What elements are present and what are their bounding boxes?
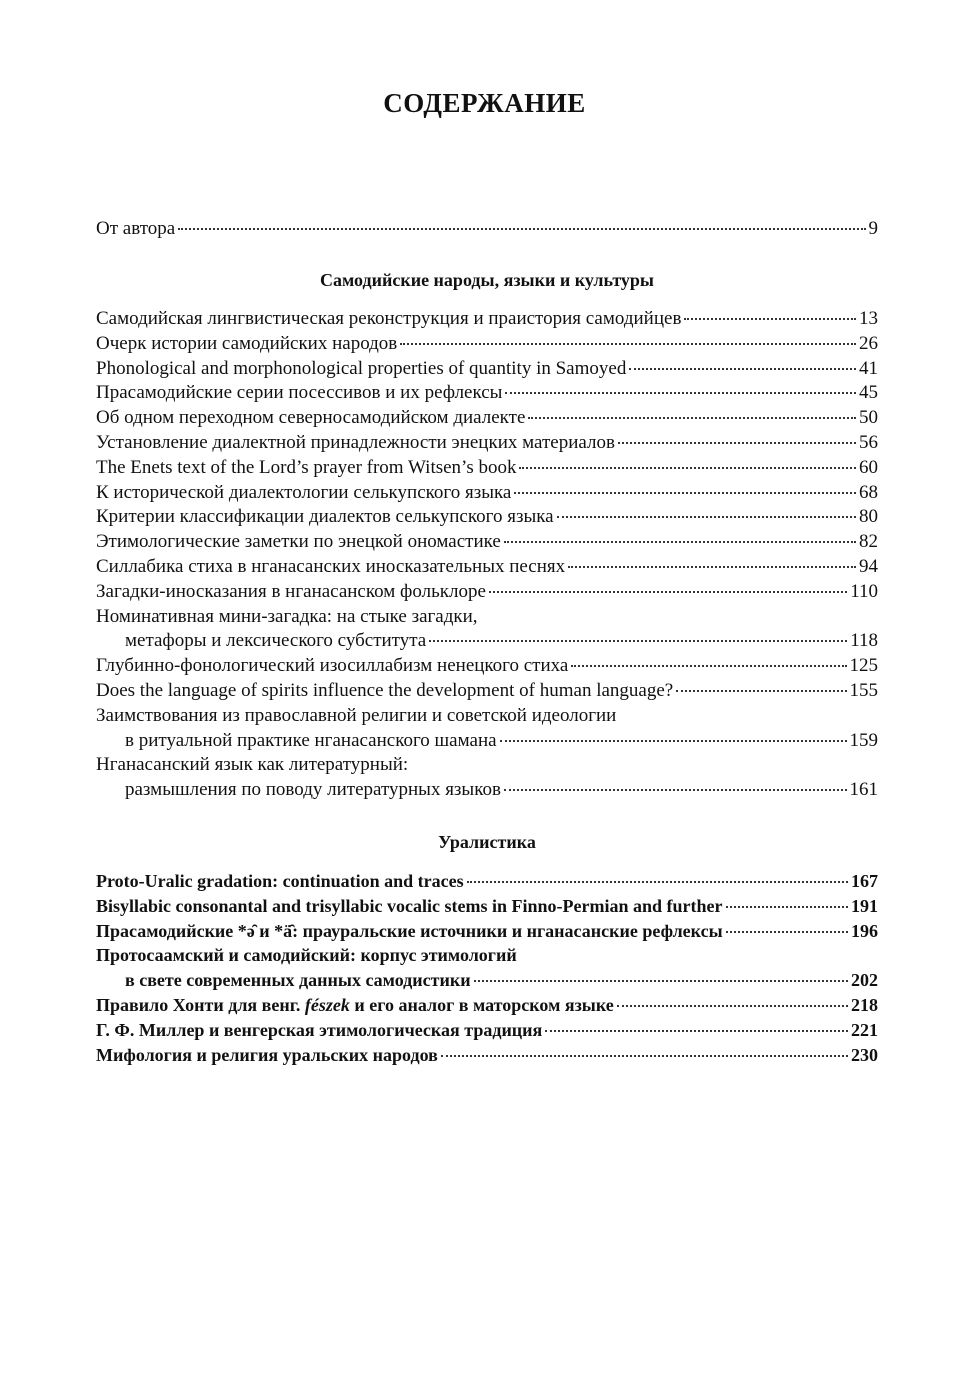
leader-dots	[504, 541, 856, 543]
toc-entry-text: Загадки-иносказания в нганасанском фольклоре	[96, 580, 486, 602]
leader-dots	[557, 516, 856, 518]
leader-dots	[504, 789, 847, 791]
leader-dots	[519, 467, 856, 469]
toc-entry[interactable]	[96, 943, 878, 993]
toc-entry-text: К исторической диалектологии селькупского языка	[96, 481, 512, 503]
leader-dots	[571, 665, 846, 667]
toc-entry-text: Силлабика стиха в нганасанских иносказательных песнях	[96, 555, 566, 577]
toc-entry-text-line1: Заимствования из православной религии и советской идеологии	[96, 704, 617, 726]
toc-entry[interactable]	[96, 679, 878, 704]
toc-entry-text-compound	[96, 993, 614, 1018]
leader-dots	[514, 492, 856, 494]
toc-entry-text: Does the language of spirits influence the development of human language?	[96, 679, 674, 701]
toc-entry[interactable]	[96, 357, 878, 382]
toc-list-uralistics	[96, 869, 878, 1067]
toc-entry-text: Г. Ф. Миллер и венгерская этимологическая традиция	[96, 1019, 543, 1040]
toc-entry-page: 118	[850, 630, 878, 652]
toc-entry-page: 9	[868, 218, 878, 239]
toc-entry-text: Мифология и религия уральских народов	[96, 1044, 438, 1065]
toc-entry-text: Очерк истории самодийских народов	[96, 332, 398, 354]
leader-dots	[545, 1030, 848, 1032]
toc-entry-page: 50	[859, 407, 878, 429]
toc-entry[interactable]	[96, 654, 878, 679]
toc-entry[interactable]	[96, 381, 878, 406]
toc-entry-text: Глубинно-фонологический изосиллабизм ненецкого стиха	[96, 655, 569, 677]
leader-dots	[178, 228, 865, 230]
toc-entry-page: 167	[851, 871, 878, 891]
leader-dots	[726, 906, 848, 908]
leader-dots	[467, 881, 848, 883]
toc-entry-text: Этимологические заметки по энецкой ономастике	[96, 531, 501, 553]
toc-entry[interactable]	[96, 580, 878, 605]
toc-entry[interactable]	[96, 505, 878, 530]
toc-entry-page: 155	[849, 679, 878, 701]
leader-dots	[429, 640, 847, 642]
toc-entry-text: Bisyllabic consonantal and trisyllabic vocalic stems in Finno-Permian and further	[96, 895, 723, 916]
toc-entry-page: 82	[859, 531, 878, 553]
toc-entry-text: в ритуальной практике нганасанского шамана	[125, 729, 497, 751]
leader-dots	[489, 591, 847, 593]
toc-entry-text: Самодийская лингвистическая реконструкция и праистория самодийцев	[96, 308, 682, 329]
toc-entry-text: Phonological and morphonological properties of quantity in Samoyed	[96, 357, 627, 379]
toc-entry[interactable]	[96, 753, 878, 803]
toc-entry-text: Об одном переходном северносамодийском диалекте	[96, 407, 526, 429]
toc-entry-page: 161	[849, 779, 878, 801]
leader-dots	[676, 690, 846, 692]
toc-entry-text: Прасамодийские серии посессивов и их рефлексы	[96, 382, 503, 404]
toc-entry[interactable]	[96, 530, 878, 555]
toc-entry-text-line1: Протосаамский и самодийский: корпус этимологий	[96, 945, 517, 966]
toc-entry-page: 218	[851, 994, 878, 1015]
toc-entry[interactable]	[96, 919, 878, 944]
section-title-samoyed: Самодийские народы, языки и культуры	[319, 270, 654, 290]
toc-entry[interactable]	[96, 1043, 878, 1068]
toc-entry[interactable]	[96, 869, 878, 894]
toc-entry-text: Установление диалектной принадлежности энецких материалов	[96, 431, 615, 453]
toc-entry[interactable]	[96, 605, 878, 655]
toc-entry-page: 230	[851, 1044, 878, 1065]
leader-dots	[629, 368, 856, 370]
toc-entry-page: 94	[859, 555, 878, 577]
leader-dots	[617, 1005, 848, 1007]
toc-entry[interactable]	[96, 993, 878, 1018]
toc-entry-page: 159	[849, 729, 878, 751]
leader-dots	[528, 417, 856, 419]
toc-entry-text: От автора	[96, 218, 176, 239]
toc-entry-page: 41	[859, 357, 878, 379]
toc-entry-page: 125	[849, 655, 878, 677]
toc-entry-text-line1: Нганасанский язык как литературный:	[96, 754, 409, 776]
toc-entry[interactable]	[96, 704, 878, 754]
toc-entry-text: в свете современных данных самодистики	[125, 970, 471, 991]
toc-entry[interactable]	[96, 307, 878, 332]
toc-entry[interactable]	[96, 456, 878, 481]
toc-entry-text-pre: Правило Хонти для венг.	[96, 994, 305, 1015]
toc-entry-page: 196	[851, 920, 878, 941]
leader-dots	[441, 1055, 848, 1057]
toc-entry-page: 68	[859, 481, 878, 503]
toc-entry-page: 60	[859, 456, 878, 478]
toc-entry-page: 110	[850, 580, 878, 602]
toc-entry[interactable]	[96, 406, 878, 431]
toc-entry-text: The Enets text of the Lord’s prayer from Witsen’s book	[96, 456, 517, 478]
toc-entry[interactable]	[96, 894, 878, 919]
toc-entry-text-italic: fészek	[304, 994, 350, 1015]
page-title: СОДЕРЖАНИЕ	[383, 88, 586, 118]
toc-entry[interactable]	[96, 431, 878, 456]
toc-entry[interactable]	[96, 332, 878, 357]
toc-entry-text: и его аналог в маторском языке	[349, 994, 614, 1015]
toc-entry[interactable]	[96, 555, 878, 580]
toc-entry-page: 56	[859, 431, 878, 453]
leader-dots	[500, 740, 847, 742]
toc-entry-page: 13	[859, 308, 878, 329]
toc-entry-text: Proto-Uralic gradation: continuation and traces	[96, 871, 464, 891]
toc-entry-page: 26	[859, 332, 878, 354]
leader-dots	[505, 392, 856, 394]
toc-entry-page: 45	[859, 382, 878, 404]
leader-dots	[684, 318, 856, 320]
toc-entry-text: Прасамодийские *ə̑ и *ä̑: прауральские источники и нганасанские рефлексы	[96, 920, 723, 941]
toc-entry-page: 191	[851, 895, 878, 916]
toc-entry-page: 80	[859, 506, 878, 528]
toc-entry-intro[interactable]	[96, 217, 878, 242]
leader-dots	[474, 980, 848, 982]
leader-dots	[726, 931, 848, 933]
toc-entry-page: 202	[851, 970, 878, 991]
toc-entry-text: размышления по поводу литературных языков	[125, 779, 501, 801]
leader-dots	[618, 442, 856, 444]
toc-entry-text: метафоры и лексического субститута	[125, 630, 427, 652]
toc-entry[interactable]	[96, 1018, 878, 1043]
leader-dots	[400, 343, 856, 345]
section-title-uralistics: Уралистика	[438, 832, 536, 852]
leader-dots	[568, 566, 856, 568]
toc-entry-page: 221	[851, 1019, 878, 1040]
toc-entry-text-line1: Номинативная мини-загадка: на стыке загадки,	[96, 605, 478, 627]
toc-entry-text: Критерии классификации диалектов селькупского языка	[96, 506, 554, 528]
toc-list-samoyed	[96, 307, 878, 803]
toc-entry[interactable]	[96, 481, 878, 506]
